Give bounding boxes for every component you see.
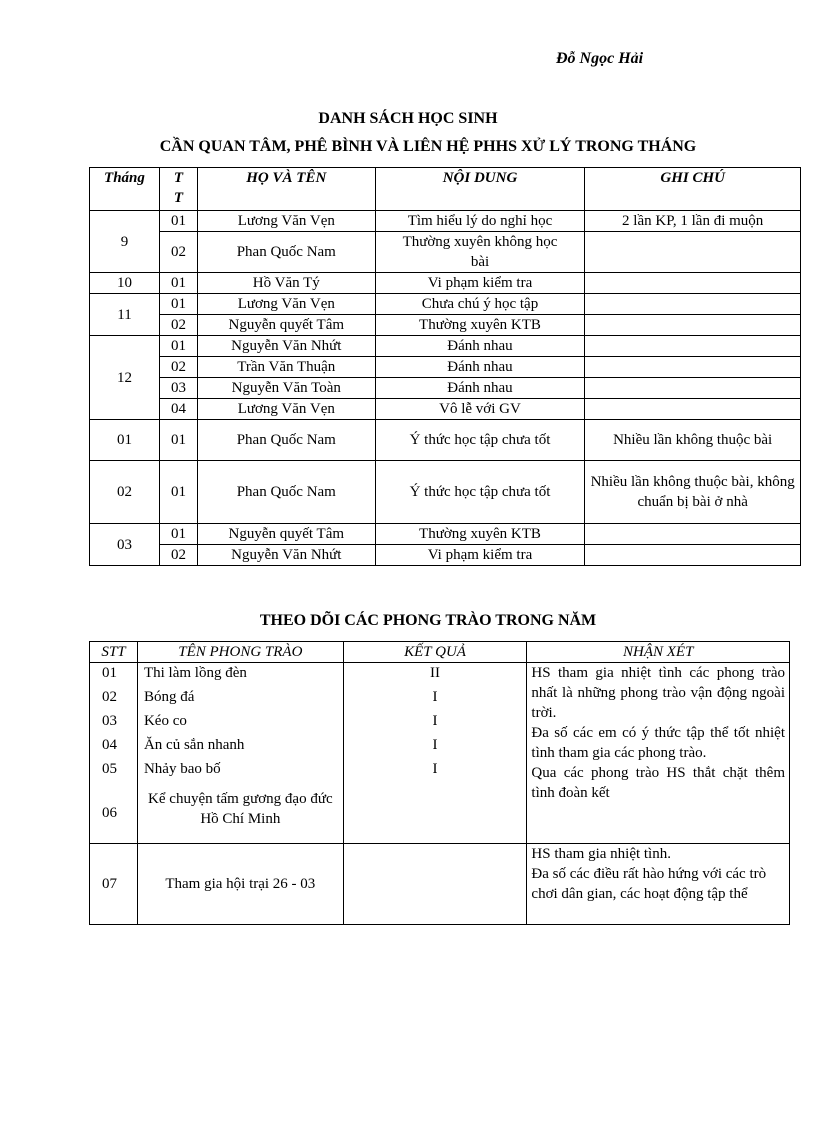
students-table-header (90, 168, 801, 211)
table-row (90, 378, 801, 399)
result-cell: I (343, 735, 527, 759)
table-row (90, 294, 801, 315)
note-cell (585, 336, 801, 357)
stt-cell: 01 (90, 663, 138, 688)
table-row (90, 663, 790, 688)
movements-table (89, 641, 790, 925)
month-cell: 02 (90, 461, 160, 524)
comment-line: HS tham gia nhiệt tình. (531, 846, 671, 862)
month-cell: 01 (90, 420, 160, 461)
content-cell: Đánh nhau (375, 357, 585, 378)
movement-name-cell: Thi làm lồng đèn (137, 663, 343, 688)
movement-name-cell: Nhảy bao bố (137, 759, 343, 783)
name-cell: Nguyễn Văn Nhứt (197, 545, 375, 566)
name-cell: Lương Văn Vẹn (197, 294, 375, 315)
name-cell: Trần Văn Thuận (197, 357, 375, 378)
note-cell (585, 273, 801, 294)
movement-name-cell: Tham gia hội trại 26 - 03 (137, 844, 343, 925)
stt-cell: 01 (159, 336, 197, 357)
list-subtitle: CẦN QUAN TÂM, PHÊ BÌNH VÀ LIÊN HỆ PHHS XỬ LÝ TRONG THÁNG (159, 138, 697, 155)
note-cell (585, 232, 801, 273)
note-cell (585, 357, 801, 378)
month-cell: 03 (90, 524, 160, 566)
content-cell: Thường xuyên KTB (375, 524, 585, 545)
stt-cell: 01 (159, 420, 197, 461)
result-cell (343, 783, 527, 844)
stt-cell: 01 (159, 524, 197, 545)
name-cell: Nguyễn Văn Toàn (197, 378, 375, 399)
stt-cell: 02 (159, 357, 197, 378)
name-cell: Nguyễn quyết Tâm (197, 524, 375, 545)
header-comment: NHẬN XÉT (527, 642, 790, 663)
table-row (90, 420, 801, 461)
content-cell: Thường xuyên không học bài (375, 232, 585, 273)
table-row (90, 336, 801, 357)
stt-cell: 02 (159, 315, 197, 336)
table-row (90, 315, 801, 336)
note-cell (585, 294, 801, 315)
comment-line: Đa số các điều rất hào hứng với các trò chơi dân gian, các hoạt động tập thể (531, 866, 767, 902)
students-table (89, 167, 801, 566)
stt-cell: 03 (159, 378, 197, 399)
movements-table-header (90, 642, 790, 663)
note-cell: Nhiều lần không thuộc bài (585, 420, 801, 461)
name-cell: Hồ Văn Tý (197, 273, 375, 294)
note-cell (585, 524, 801, 545)
name-cell: Lương Văn Vẹn (197, 211, 375, 232)
stt-cell: 02 (90, 687, 138, 711)
note-cell (585, 315, 801, 336)
stt-cell: 01 (159, 211, 197, 232)
header-name: HỌ VÀ TÊN (197, 168, 375, 211)
header-month: Tháng (90, 168, 160, 211)
name-cell: Phan Quốc Nam (197, 232, 375, 273)
content-cell: Đánh nhau (375, 336, 585, 357)
table-row (90, 545, 801, 566)
note-cell (585, 545, 801, 566)
result-cell: I (343, 759, 527, 783)
name-cell: Lương Văn Vẹn (197, 399, 375, 420)
content-cell: Đánh nhau (375, 378, 585, 399)
stt-cell: 04 (90, 735, 138, 759)
stt-cell: 02 (159, 545, 197, 566)
header-stt: T T (159, 168, 197, 211)
comment-line: Đa số các em có ý thức tập thể tốt nhiệt tình tham gia các phong trào. (531, 725, 785, 761)
content-cell: Thường xuyên KTB (375, 315, 585, 336)
result-cell (343, 844, 527, 925)
month-cell: 11 (90, 294, 160, 336)
header-stt: STT (90, 642, 138, 663)
stt-cell: 01 (159, 294, 197, 315)
stt-cell: 06 (90, 783, 138, 844)
table-row (90, 211, 801, 232)
table-row (90, 844, 790, 925)
name-cell: Phan Quốc Nam (197, 461, 375, 524)
table-row (90, 357, 801, 378)
content-cell: Chưa chú ý học tập (375, 294, 585, 315)
table-row (90, 399, 801, 420)
content-cell: Tìm hiểu lý do nghỉ học (375, 211, 585, 232)
list-title: DANH SÁCH HỌC SINH (318, 110, 498, 127)
stt-cell: 04 (159, 399, 197, 420)
stt-cell: 07 (90, 844, 138, 925)
movement-name-cell: Bóng đá (137, 687, 343, 711)
author-name: Đỗ Ngọc Hải (556, 50, 644, 67)
table-row (90, 524, 801, 545)
comment-cell (527, 844, 790, 925)
table-row (90, 232, 801, 273)
name-cell: Nguyễn Văn Nhứt (197, 336, 375, 357)
header-result: KẾT QUẢ (343, 642, 527, 663)
month-cell: 10 (90, 273, 160, 294)
stt-cell: 05 (90, 759, 138, 783)
content-cell: Ý thức học tập chưa tốt (375, 461, 585, 524)
name-cell: Phan Quốc Nam (197, 420, 375, 461)
content-cell: Vi phạm kiểm tra (375, 545, 585, 566)
result-cell: II (343, 663, 527, 688)
month-cell: 9 (90, 211, 160, 273)
note-cell (585, 399, 801, 420)
table-row (90, 461, 801, 524)
content-cell: Ý thức học tập chưa tốt (375, 420, 585, 461)
note-cell: Nhiều lần không thuộc bài, không chuẩn bị bài ở nhà (585, 461, 801, 524)
header-content: NỘI DUNG (375, 168, 585, 211)
stt-cell: 01 (159, 273, 197, 294)
table-row (90, 273, 801, 294)
comment-cell (527, 663, 790, 844)
stt-cell: 02 (159, 232, 197, 273)
stt-cell: 03 (90, 711, 138, 735)
stt-cell: 01 (159, 461, 197, 524)
movement-name-cell: Kéo co (137, 711, 343, 735)
note-cell (585, 378, 801, 399)
movements-title: THEO DÕI CÁC PHONG TRÀO TRONG NĂM (259, 612, 597, 629)
note-cell: 2 lần KP, 1 lần đi muộn (585, 211, 801, 232)
month-cell: 12 (90, 336, 160, 420)
comment-line: HS tham gia nhiệt tình các phong trào nhất là những phong trào vận động ngoài trời. (531, 665, 785, 721)
result-cell: I (343, 711, 527, 735)
movement-name-cell: Kể chuyện tấm gương đạo đức Hồ Chí Minh (137, 783, 343, 844)
header-movement-name: TÊN PHONG TRÀO (137, 642, 343, 663)
movement-name-cell: Ăn củ sắn nhanh (137, 735, 343, 759)
content-cell: Vi phạm kiểm tra (375, 273, 585, 294)
result-cell: I (343, 687, 527, 711)
comment-line: Qua các phong trào HS thắt chặt thêm tình đoàn kết (531, 765, 785, 801)
content-cell: Vô lễ với GV (375, 399, 585, 420)
name-cell: Nguyễn quyết Tâm (197, 315, 375, 336)
header-note: GHI CHÚ (585, 168, 801, 211)
